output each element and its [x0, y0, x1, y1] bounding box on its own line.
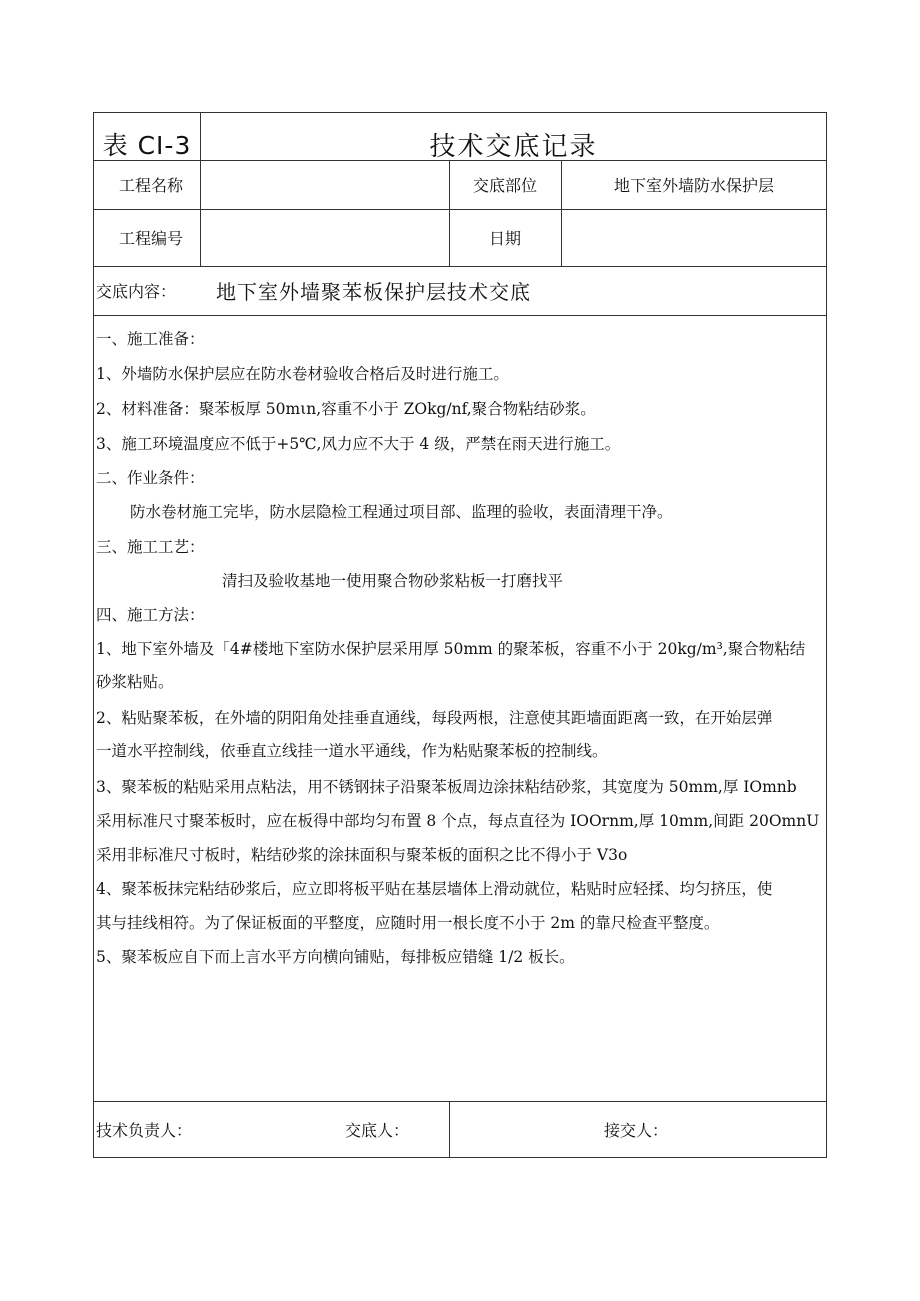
body-line: 2、材料准备：聚苯板厚 50mιn,容重不小于 ZOkg/nf,聚合物粘结砂浆。	[96, 400, 596, 418]
project-name-value	[200, 160, 449, 209]
process-flow: 清扫及验收基地一使用聚合物砂浆粘板一打磨找平	[222, 572, 564, 590]
presenter-label: 交底人：	[345, 1121, 410, 1140]
body-line: 采用非标准尺寸板时，粘结砂浆的涂抹面积与聚苯板的面积之比不得小于 V3o	[96, 846, 628, 864]
section-heading: 四、施工方法：	[96, 606, 205, 624]
body-line: 3、施工环境温度应不低于+5℃,风力应不大于 4 级，严禁在雨天进行施工。	[96, 435, 621, 453]
document-title: 技术交底记录	[429, 132, 598, 162]
location-label: 交底部位	[472, 176, 537, 195]
body-line: 3、聚苯板的粘贴采用点粘法，用不锈钢抹子沿聚苯板周边涂抹粘结砂浆，其宽度为 50mm,厚 IOmnb	[96, 778, 797, 796]
body-line: 采用标准尺寸聚苯板时，应在板得中部均匀布置 8 个点，每点直径为 IOOrnm,厚 10mm,间距 20OmnU	[96, 812, 820, 830]
row-divider	[94, 1101, 826, 1102]
body-line: 4、聚苯板抹完粘结砂浆后，应立即将板平贴在基层墙体上滑动就位，粘贴时应轻揉、均匀挤压，使	[96, 880, 773, 898]
tech-lead-label: 技术负责人：	[96, 1121, 193, 1140]
project-number-value	[200, 209, 449, 266]
form-number: 表 CI-3	[102, 130, 192, 160]
body-line: 2、粘贴聚苯板，在外墙的阴阳角处挂垂直通线，每段两根，注意使其距墙面距离一致，在开始层弹	[96, 709, 773, 727]
body-line: 防水卷材施工完毕，防水层隐检工程通过项目部、监理的验收，表面清理干净。	[130, 503, 673, 521]
project-number-label: 工程编号	[118, 229, 183, 248]
receiver-label: 接交人：	[604, 1121, 669, 1140]
content-subject: 地下室外墙聚苯板保护层技术交底	[216, 280, 531, 304]
date-label: 日期	[488, 229, 521, 248]
column-divider	[449, 1101, 450, 1158]
body-line: 5、聚苯板应自下而上言水平方向横向铺贴，每排板应错缝 1/2 板长。	[96, 948, 575, 966]
section-heading: 一、施工准备：	[96, 330, 205, 348]
content-label: 交底内容：	[96, 282, 177, 301]
row-divider	[94, 315, 826, 316]
date-value	[561, 209, 827, 266]
body-line: 1、外墙防水保护层应在防水卷材验收合格后及时进行施工。	[96, 365, 509, 383]
location-value: 地下室外墙防水保护层	[613, 176, 774, 195]
body-line: 1、地下室外墙及「4#楼地下室防水保护层采用厚 50mm 的聚苯板，容重不小于 20kg∕m³,聚合物粘结	[96, 640, 806, 658]
tech-disclosure-table	[93, 112, 827, 1158]
section-heading: 三、施工工艺：	[96, 538, 205, 556]
section-heading: 二、作业条件：	[96, 469, 205, 487]
project-name-label: 工程名称	[118, 176, 183, 195]
body-line: 一道水平控制线，依垂直立线挂一道水平通线，作为粘贴聚苯板的控制线。	[96, 742, 608, 760]
body-line: 砂浆粘贴。	[96, 673, 174, 691]
body-line: 其与挂线相符。为了保证板面的平整度，应随时用一根长度不小于 2m 的靠尺检查平整度。	[96, 914, 720, 932]
